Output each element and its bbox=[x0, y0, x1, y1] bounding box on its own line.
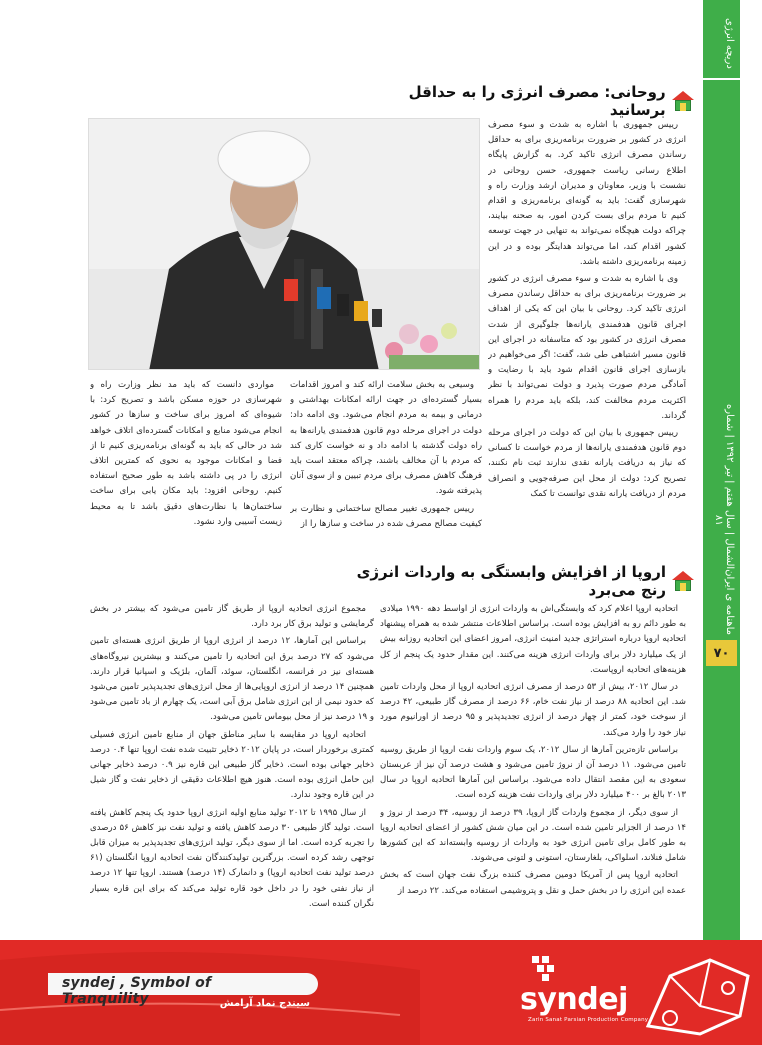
article1-column-2 bbox=[290, 378, 482, 528]
article1-headline bbox=[400, 83, 690, 119]
paragraph: اتحادیه اروپا اعلام کرد که وابستگی‌اش به واردات انرژی از اواسط دهه ۱۹۹۰ میلادی به طور دائم رو به افزایش بوده است. براساس اطلاعات منتشر شده به همراه پیشنهاد اتحادیه اروپا درباره استراتژی جدید امنیت انرژی، امروز اعضای این اتحادیه روزانه بیش از یک میلیارد دلار برای واردات انرژی هزینه می‌کنند. این مقدار حدود یک پنجم از کل هزینه‌های اتحادیه اروپاست. bbox=[380, 604, 686, 675]
paragraph: وی با اشاره به شدت و سوء مصرف انرژی در کشور بر ضرورت برنامه‌ریزی برای به حداقل رساندن مصرف انرژی تاکید کرد. روحانی با بیان این که یکی از اهداف اجرای قانون هدفمندی یارانه‌ها جلوگیری از شدت مصرف انرژی در کشور بود که متاسفانه در اجرای این قانون مسیر اشتباهی طی شد، گفت: اگر می‌خواهیم در بازسازی اجرای قانون اقدام شود باید با رضایت و آمادگی مردم صورت پذیرد و دولت نمی‌تواند با نظر اکثریت مردم مخالفت کند، بلکه باید مردم را همراه گرداند. bbox=[488, 274, 686, 421]
paragraph: رییس جمهوری با اشاره به شدت و سوء مصرف انرژی در کشور بر ضرورت برنامه‌ریزی برای به حداقل رساندن مصرف انرژی تاکید کرد. به گزارش پایگاه اطلاع رسانی ریاست جمهوری، حسن روحانی در نشست با وزیر، معاونان و مدیران ارشد وزارت راه و شهرسازی گفت: باید به گونه‌ای برنامه‌ریزی و اقدام کنیم تا مردم برای بست کردن امور، به صحنه بیایند، چراکه دولت هیچگاه نمی‌تواند به تنهایی در جهت توسعه کشور اقدام کند، اما می‌تواند هدایتگر بوده و در این زمینه برنامه‌ریزی داشته باشد. bbox=[488, 120, 686, 267]
brand-name: syndej bbox=[520, 982, 628, 1017]
paragraph: مواردی دانست که باید مد نظر وزارت راه و شهرسازی در حوزه مسکن باشد و تصریح کرد: با شیوه‌ای که امروز برای ساخت و سازها در کشور انجام می‌شود منابع و امکانات گسترده‌ای اتلاف خواهد شد در حالی که باید به گونه‌ای برنامه‌ریزی کنیم تا از فضا و امکانات موجود به نحوی که کمترین اتلاف انرژی را در پی داشته باشد به طور صحیح استفاده کنیم. روحانی افزود: باید مکان یابی برای ساخت ساختمان‌ها با نظارت‌های دقیق باشد تا به محیط زیست آسیبی وارد نشود. bbox=[90, 380, 282, 527]
paragraph: براساس این آمارها، ۱۲ درصد از انرژی اروپا از طریق انرژی هسته‌ای تامین می‌شود که ۲۷ درصد برق این اتحادیه را تامین می‌کنند و بیشترین نیروگاه‌های هسته‌ای نیز در فرانسه، انگلستان، سوئد، آلمان، بلژیک و اسپانیا قرار دارند. همچنین ۱۴ درصد از انرژی اروپایی‌ها از محل انرژی‌های تجدیدپذیر تامین می‌شود که حدود نیمی از این انرژی شامل برق آبی است، یک چهارم از باد تامین می‌شود و ۱۹ درصد نیز از محل بیوماس تامین می‌شود. bbox=[90, 636, 374, 723]
section-tag: دریچه انرژی bbox=[724, 17, 735, 69]
article1-headline-text: روحانی: مصرف انرژی را به حداقل برسانید bbox=[408, 83, 666, 119]
slogan-english: syndej , Symbol of Tranquility bbox=[62, 975, 212, 1007]
article2-column-1 bbox=[380, 602, 686, 932]
paragraph: رییس جمهوری با بیان این که دولت در اجرای مرحله دوم قانون هدفمندی یارانه‌ها از مردم خواست تا کسانی که نیاز به دریافت یارانه نقدی ندارند ثبت نام نکنند، تصریح کرد: دولت از محل این صرفه‌جویی و انصراف مردم از دریافت یارانه نقدی توانست تا کمک bbox=[488, 428, 686, 499]
paragraph: اتحادیه اروپا در مقایسه با سایر مناطق جهان از منابع تامین انرژی فسیلی کمتری برخوردار است، در پایان ۲۰۱۲ ذخایر تثبیت شده نفت اروپا تنها ۰.۴ درصد ذخایر جهانی بوده است. ذخایر گاز طبیعی این قاره نیز ۰.۹ درصد ذخایر جهانی این حامل انرژی بوده است. هنوز هیچ اطلاعات دقیقی از ذخایر نفت و گاز شیل در این قاره وجود ندارد. bbox=[90, 729, 374, 801]
paragraph: براساس تازه‌ترین آمارها از سال ۲۰۱۲، یک سوم واردات نفت اروپا از طریق روسیه تامین می‌شود. ۱۱ درصد آن از نروژ تامین می‌شود و هشت درصد آن نیز از عربستان سعودی به این مقصد انتقال داده می‌شود. براساس این آمارها اتحادیه اروپا در سال ۲۰۱۳ بالغ بر ۴۰۰ میلیارد دلار برای واردات نفت هزینه کرده است. bbox=[380, 744, 686, 801]
slogan-persian: سیندج نماد آرامش bbox=[219, 998, 310, 1009]
paragraph: وسیعی به بخش سلامت ارائه کند و امروز اقدامات بسیار گسترده‌ای در جهت ارائه امکانات بهداشتی و درمانی و بیمه به مردم انجام می‌شود. وی ادامه داد: دولت در اجرای مرحله دوم قانون هدفمندی یارانه‌ها به راه دولت گذشته با ادامه داد و نه خواست کاری کند که مردم با آن مخالف باشند، چراکه معتقد است باید فرهنگ کاهش مصرف برای مردم تبیین و از سوی آنان پذیرفته شود. bbox=[290, 380, 482, 497]
page-number: ۷۰ bbox=[706, 640, 737, 666]
paragraph: اتحادیه اروپا پس از آمریکا دومین مصرف کننده بزرگ نفت جهان است که بخش عمده این انرژی را در بخش حمل و نقل و پتروشیمی استفاده می‌کند. ۲۲ درصد از bbox=[380, 870, 686, 896]
paragraph: مجموع انرژی اتحادیه اروپا از طریق گاز تامین می‌شود که بیشتر در بخش گرمایشی و تولید برق کار برد دارد. bbox=[90, 604, 374, 630]
article1-column-3 bbox=[90, 378, 282, 528]
house-bullet-icon bbox=[672, 571, 690, 591]
paragraph: در سال ۲۰۱۲، بیش از ۵۳ درصد از مصرف انرژی اتحادیه اروپا از محل واردات تامین شد. این اتحادیه ۸۸ درصد از نیاز نفت خام، ۶۶ درصد از مصرف گاز طبیعی، ۴۲ درصد از سوخت خود، کمتر از چهار درصد از انرژی تجدیدپذیر و ۹۵ درصد از اورانیوم مورد نیاز خود را وارد می‌کند. bbox=[380, 682, 686, 738]
article1-column-1 bbox=[488, 118, 686, 528]
paragraph: رییس جمهوری تغییر مصالح ساختمانی و نظارت بر کیفیت مصالح مصرف شده در ساخت و سازها را از bbox=[290, 503, 482, 528]
article2-column-2 bbox=[90, 602, 374, 932]
article2-headline bbox=[345, 563, 690, 599]
issue-line: ماهنامه ی ایران‌الشمال | سال هفتم | تیر ۱۳۹۲ | شماره ۸۱ bbox=[713, 404, 735, 636]
speaker-photo-icon bbox=[89, 119, 480, 370]
article2-headline-text: اروپا از افزایش وابستگی به واردات انرژی رنج می‌برد bbox=[356, 563, 666, 599]
paragraph: از سال ۱۹۹۵ تا ۲۰۱۲ تولید منابع اولیه انرژی اروپا حدود یک پنجم کاهش یافته است. تولید گاز طبیعی ۳۰ درصد کاهش یافته و تولید نفت نیز کاهش ۵۶ درصدی را تجربه کرده است. اما از سوی دیگر، تولید انرژی‌های تجدیدپذیر به میزان قابل توجهی رشد کرده است. بزرگترین تولیدکنندگان نفت اتحادیه اروپا انگلستان (۶۱ درصد تولید نفت اتحادیه اروپا) و دانمارک (۱۴ درصد) هستند. اروپا تنها ۱۲ درصد از نیاز نفتی خود را در داخل خود قاره تولید می‌کند که برای این قاره بسیار نگران کننده است. bbox=[90, 807, 374, 909]
car-chassis-sketch-icon bbox=[640, 946, 758, 1041]
house-bullet-icon bbox=[672, 91, 690, 111]
article1-photo bbox=[88, 118, 480, 370]
paragraph: از سوی دیگر، از مجموع واردات گاز اروپا، ۳۹ درصد از روسیه، ۳۴ درصد از نروژ و ۱۴ درصد از الجزایر تامین شده است. در این میان شش کشور از اعضای اتحادیه اروپا به طور کامل برای تامین انرژی خود به واردات از روسیه وابسته‌اند که این کشورها شامل فنلاند، اسلواکی، بلغارستان، استونی و لتونی می‌شوند. bbox=[380, 807, 686, 864]
brand-subtitle: Zarin Sanat Parsian Production Company bbox=[528, 1017, 649, 1023]
